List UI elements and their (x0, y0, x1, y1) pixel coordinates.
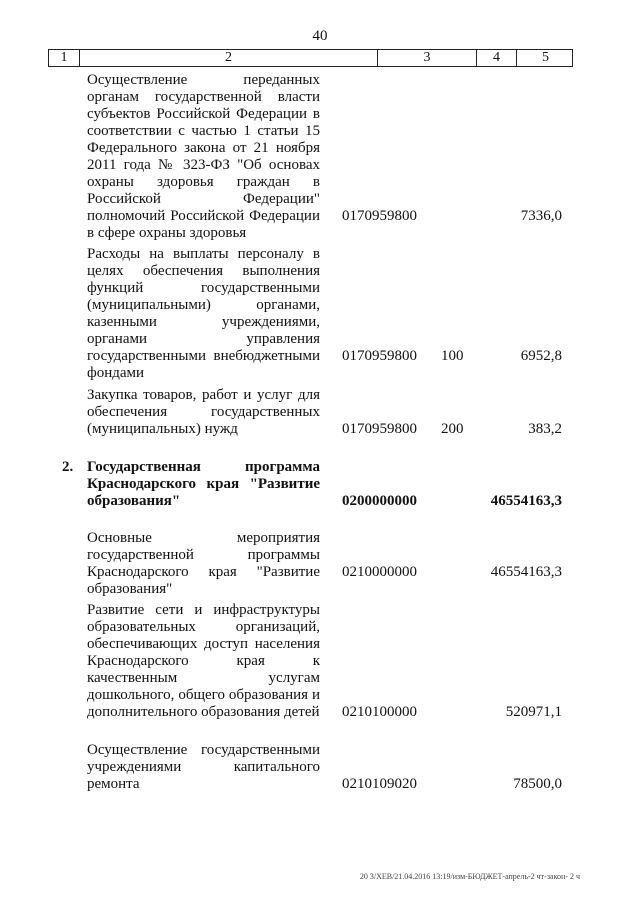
header-col-2: 2 (80, 50, 378, 66)
row-code: 0200000000 (342, 493, 417, 509)
header-col-4: 4 (477, 50, 517, 66)
row-amount: 383,2 (528, 421, 562, 437)
row-text: Основные мероприятия государственной программы Краснодарского края "Развитие образования" (87, 530, 320, 597)
row-text: Закупка товаров, работ и услуг для обеспечения государственных (муниципальных) нужд (87, 387, 320, 437)
header-col-3: 3 (378, 50, 477, 66)
footer-file-stamp: 20 3/ХЕВ/21.04.2016 13:19/изм-БЮДЖЕТ-апрель-2 чт-закон- 2 ч (359, 872, 580, 881)
row-text: Расходы на выплаты персоналу в целях обеспечения выполнения функций государственными (муниципальными) органами, казенными учреждениями, органами управления государственными внебюджетными фондами (87, 246, 320, 381)
row-code: 0210000000 (342, 564, 417, 580)
row-amount: 46554163,3 (490, 493, 562, 509)
row-code: 0170959800 (342, 208, 417, 224)
header-col-1: 1 (49, 50, 80, 66)
row-text: Осуществление государственными учреждениями капитального ремонта (87, 742, 320, 792)
row-amount: 6952,8 (520, 348, 562, 364)
row-vr: 200 (441, 421, 464, 437)
row-text: Развитие сети и инфраструктуры образовательных организаций, обеспечивающих доступ населения Краснодарского края к качественным услугам дошкольного, общего образования и дополнительного образования детей (87, 602, 320, 720)
header-col-5: 5 (542, 50, 549, 65)
row-amount: 520971,1 (505, 704, 562, 720)
row-amount: 46554163,3 (490, 564, 562, 580)
page-number: 40 (312, 28, 328, 44)
row-text: Государственная программа Краснодарского края "Развитие образования" (87, 459, 320, 509)
row-text: Осуществление переданных органам государственной власти субъектов Российской Федерации в соответствии с частью 1 статьи 15 Федерального закона от 21 ноября 2011 года № 323-ФЗ "Об основах охраны здоровья граждан в Российской Федерации" полномочий Российской Федерации в сфере охраны здоровья (87, 72, 320, 241)
row-number: 2. (62, 459, 74, 475)
row-code: 0210100000 (342, 704, 417, 720)
row-code: 0170959800 (342, 348, 417, 364)
row-amount: 78500,0 (513, 776, 562, 792)
row-code: 0210109020 (342, 776, 417, 792)
row-vr: 100 (441, 348, 464, 364)
row-amount: 7336,0 (520, 208, 562, 224)
row-code: 0170959800 (342, 421, 417, 437)
table-header (48, 49, 573, 67)
